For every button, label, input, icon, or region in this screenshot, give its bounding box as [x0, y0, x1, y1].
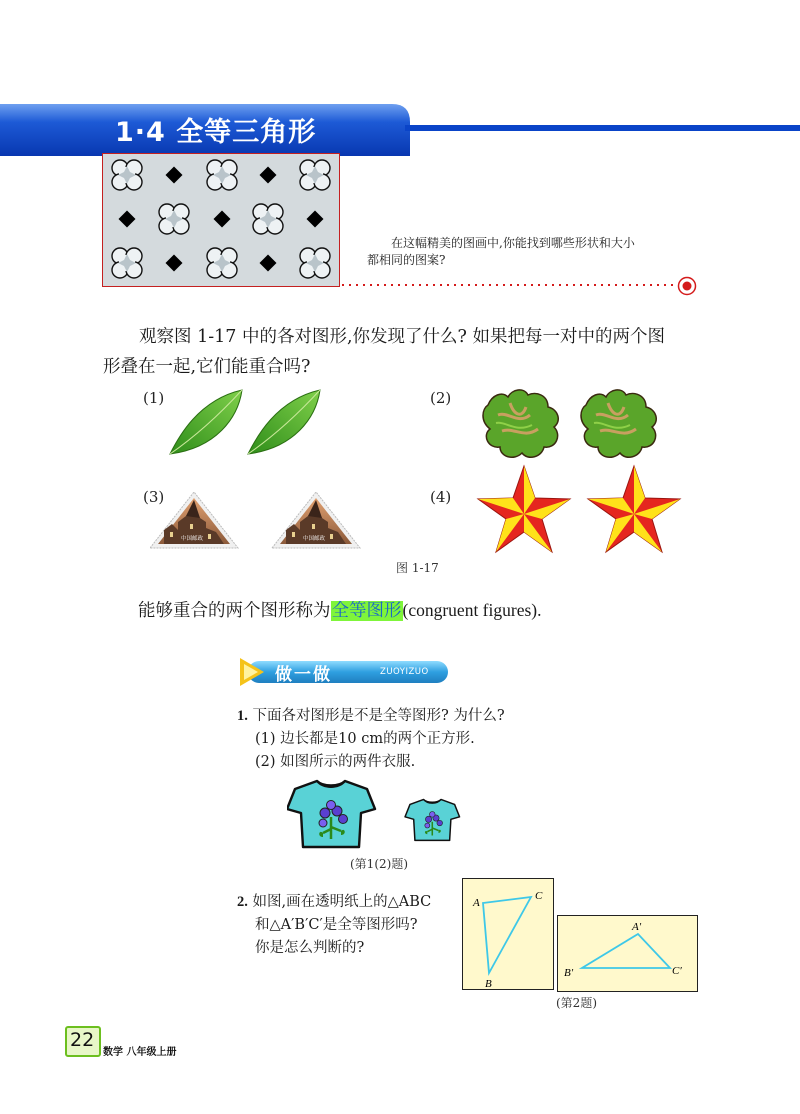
pattern-question [367, 235, 697, 269]
intro-line2: 形叠在一起,它们能重合吗? [103, 357, 311, 377]
definition-prefix: 能够重合的两个图形称为 [138, 601, 331, 621]
target-icon [677, 276, 697, 296]
triangle-stamp-pair-image [150, 492, 368, 550]
exercise-2-line3: 你是怎么判断的? [255, 940, 365, 956]
book-title: 数学 八年级上册 [103, 1047, 177, 1058]
vertex-B: B [485, 978, 492, 990]
puzzle-piece-pair-image [478, 385, 668, 465]
star-pair-image [476, 464, 686, 554]
stamp-text-left: 中国邮政 [180, 536, 204, 542]
pattern-question-line2: 都相同的图案? [367, 253, 446, 267]
vertex-C: C [535, 890, 543, 902]
leaf-right [248, 390, 320, 454]
definition-suffix: (congruent figures). [402, 600, 542, 620]
definition-sentence [138, 597, 541, 622]
exercise-2-line1: 如图,画在透明纸上的△ABC [252, 894, 432, 910]
page-title: 1·4 全等三角形 [115, 117, 317, 148]
vertex-C-prime: C′ [672, 965, 682, 977]
figure-label-2: (2) [430, 389, 452, 407]
activity-banner-pinyin: ZUOYIZUO [380, 667, 429, 677]
definition-term: 全等图形 [331, 601, 402, 621]
exercise-1-sub1: (1) 边长都是10 cm的两个正方形. [255, 731, 475, 747]
triangle-abc-diagram [462, 878, 554, 990]
vertex-A: A [473, 897, 480, 909]
intro-line1: 观察图 1-17 中的各对图形,你发现了什么? 如果把每一对中的两个图 [139, 327, 665, 347]
title-rule [405, 125, 800, 131]
vertex-A-prime: A′ [632, 921, 642, 933]
exercise-2-caption: (第2题) [556, 996, 597, 1010]
dotted-leader-line [340, 283, 680, 287]
triangle-a-prime-b-prime-c-prime-diagram [557, 915, 698, 992]
intro-paragraph [103, 322, 703, 382]
exercise-1 [237, 705, 505, 774]
figure-label-1: (1) [143, 389, 165, 407]
tiling-pattern-image [102, 153, 340, 287]
exercise-2-number: 2. [237, 894, 248, 910]
activity-banner-title: 做一做 [275, 665, 332, 685]
vertex-B-prime: B′ [564, 967, 574, 979]
exercise-1-text: 下面各对图形是不是全等图形? 为什么? [252, 708, 505, 724]
figure-label-3: (3) [143, 488, 165, 506]
shirt-pair-image [287, 777, 472, 851]
figure-caption: 图 1-17 [396, 561, 439, 575]
exercise-2 [237, 891, 431, 960]
leaf-pair-image [168, 388, 328, 458]
page-number: 22 [70, 1029, 95, 1051]
leaf-left [170, 390, 242, 454]
exercise-1-caption: (第1(2)题) [350, 857, 408, 871]
exercise-1-sub2: (2) 如图所示的两件衣服. [255, 754, 416, 770]
exercise-2-line2: 和△A′B′C′是全等图形吗? [255, 917, 418, 933]
exercise-1-number: 1. [237, 708, 248, 724]
stamp-text-right: 中国邮政 [302, 536, 326, 542]
pattern-question-line1: 在这幅精美的图画中,你能找到哪些形状和大小 [391, 236, 635, 250]
figure-label-4: (4) [430, 488, 452, 506]
